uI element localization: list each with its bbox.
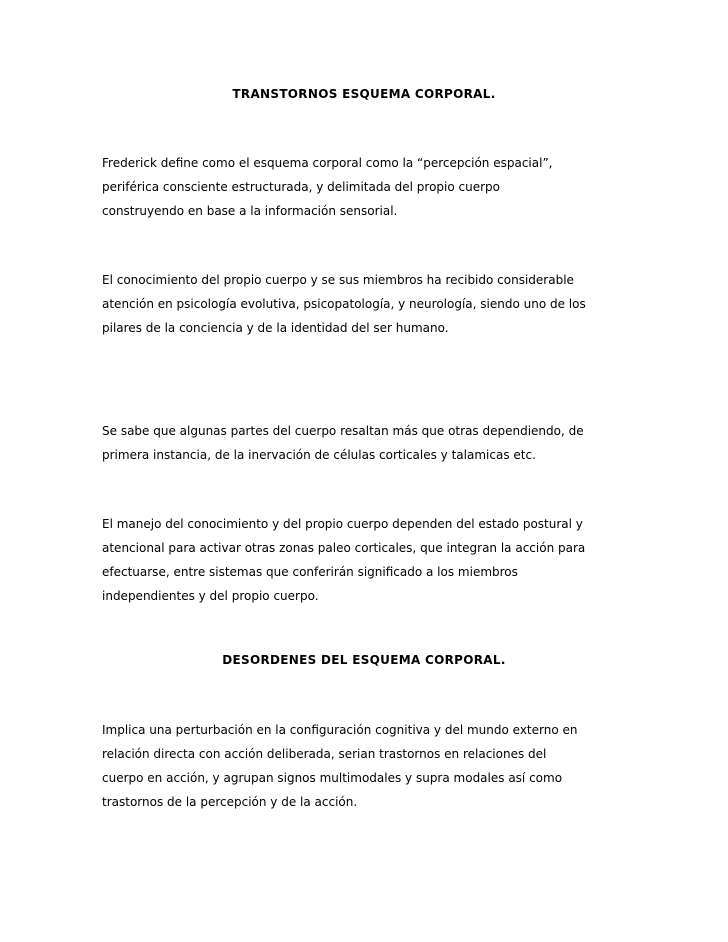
section-heading-desordenes: DESORDENES DEL ESQUEMA CORPORAL.: [222, 653, 506, 667]
section-heading-transtornos: TRANSTORNOS ESQUEMA CORPORAL.: [232, 87, 496, 101]
paragraph-line: Implica una perturbación en la configuración cognitiva y del mundo externo en: [102, 723, 578, 737]
paragraph-body-parts: [102, 419, 642, 467]
paragraph-line: trastornos de la percepción y de la acción.: [102, 795, 358, 809]
paragraph-line: Se sabe que algunas partes del cuerpo resaltan más que otras dependiendo, de: [102, 424, 584, 438]
paragraph-line: cuerpo en acción, y agrupan signos multimodales y supra modales así como: [102, 771, 563, 785]
paragraph-line: Frederick define como el esquema corporal como la “percepción espacial”,: [102, 156, 553, 170]
paragraph-line: atencional para activar otras zonas paleo corticales, que integran la acción para: [102, 541, 586, 555]
paragraph-line: construyendo en base a la información sensorial.: [102, 204, 398, 218]
paragraph-disorders: [102, 718, 642, 814]
paragraph-line: independientes y del propio cuerpo.: [102, 589, 319, 603]
paragraph-line: pilares de la conciencia y de la identidad del ser humano.: [102, 321, 449, 335]
paragraph-line: El manejo del conocimiento y del propio cuerpo dependen del estado postural y: [102, 517, 583, 531]
paragraph-line: primera instancia, de la inervación de células corticales y talamicas etc.: [102, 448, 536, 462]
paragraph-line: atención en psicología evolutiva, psicopatología, y neurología, siendo uno de los: [102, 297, 586, 311]
paragraph-definition: [102, 151, 642, 223]
paragraph-line: efectuarse, entre sistemas que conferirán significado a los miembros: [102, 565, 518, 579]
paragraph-line: periférica consciente estructurada, y delimitada del propio cuerpo: [102, 180, 501, 194]
paragraph-line: relación directa con acción deliberada, serian trastornos en relaciones del: [102, 747, 547, 761]
paragraph-knowledge: [102, 268, 642, 340]
paragraph-line: El conocimiento del propio cuerpo y se sus miembros ha recibido considerable: [102, 273, 574, 287]
paragraph-postural-state: [102, 512, 642, 608]
